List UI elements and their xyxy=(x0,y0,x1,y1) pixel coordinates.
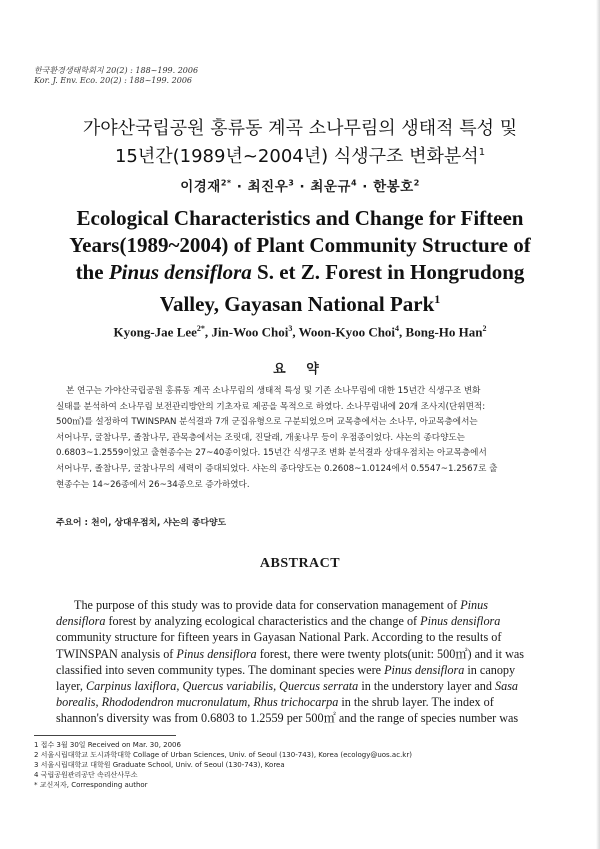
english-abstract-line xyxy=(56,597,546,613)
korean-abstract-line: 본 연구는 가야산국립공원 홍류동 계곡 소나무림의 생태적 특성 및 기존 소나무림에 대한 15년간 식생구조 변화 xyxy=(66,386,481,396)
footnote: 2 서울시립대학교 도시과학대학 Collage of Urban Sciences, Univ. of Seoul (130-743), Korea (ecology@uos.ac.kr) xyxy=(34,751,412,759)
author-separator: · xyxy=(294,179,311,195)
abstract-text: shannon's diversity was from 0.6803 to 1.2559 per 500㎡ and the range of species number was xyxy=(56,711,519,726)
journal-citation-korean: 한국환경생태학회지 20(2) : 188~199. 2006 xyxy=(34,66,199,75)
english-author-1-affiliation: 2* xyxy=(196,324,205,333)
english-author-2-affiliation: 3 xyxy=(288,324,293,333)
korean-abstract-line: 현종수는 14~26종에서 26~34종으로 증가하였다. xyxy=(56,479,250,490)
english-abstract-line xyxy=(56,629,546,645)
korean-title-line-2-text: 15년간(1989년~2004년) 식생구조 변화분석 xyxy=(114,146,479,167)
korean-keywords: 주요어 : 천이, 상대우점치, 샤논의 종다양도 xyxy=(56,518,226,528)
english-title-line-2: Years(1989~2004) of Plant Community Structure of xyxy=(69,233,531,257)
abstract-text: community structure for fifteen years in Gayasan National Park. According to the results of xyxy=(56,630,502,645)
author-separator: , xyxy=(204,324,212,340)
korean-author-2: 최진우 xyxy=(247,179,289,195)
korean-author-3: 최운규 xyxy=(310,179,351,195)
abstract-text: in canopy xyxy=(464,662,516,677)
abstract-text: classified into seven community types. The dominant species were xyxy=(56,662,385,677)
journal-citation-english: Kor. J. Env. Eco. 20(2) : 188~199. 2006 xyxy=(34,76,192,85)
author-separator: , xyxy=(292,324,299,340)
english-title-line-3 xyxy=(0,259,600,286)
journal-citation xyxy=(34,66,198,86)
footnote: 3 서울시립대학교 대학원 Graduate School, Univ. of Seoul (130-743), Korea xyxy=(34,761,285,769)
english-title-line-1: Ecological Characteristics and Change for Fifteen xyxy=(76,206,524,230)
korean-author-2-affiliation: 3 xyxy=(288,178,295,188)
footnote: 1 접수 3월 30일 Received on Mar. 30, 2006 xyxy=(34,741,181,749)
korean-author-list xyxy=(0,175,600,195)
korean-author-1: 이경재 xyxy=(180,179,221,195)
abstract-text: The purpose of this study was to provide data for conservation management of xyxy=(74,598,461,612)
english-abstract-line xyxy=(56,613,546,629)
species-name: Pinus densiflora xyxy=(108,260,252,284)
author-separator: · xyxy=(357,179,374,195)
abstract-heading: ABSTRACT xyxy=(259,556,341,571)
english-title xyxy=(0,205,600,318)
korean-title-line-2 xyxy=(0,141,600,169)
korean-author-4-affiliation: 2 xyxy=(413,178,420,188)
english-abstract-line xyxy=(56,678,546,694)
abstract-text: in the shrub layer. The index of xyxy=(338,695,494,710)
korean-abstract-line: 0.6803~1.2559이었고 출현종수는 27~40종이었다. 15년간 식생구조 변화 분석결과 상대우점치는 아교목층에서 xyxy=(56,448,487,459)
abstract-text: layer, xyxy=(56,679,86,694)
english-title-line-4-text: Valley, Gayasan National Park xyxy=(159,292,435,316)
english-abstract-line xyxy=(56,694,546,710)
species-name: borealis, Rhododendron mucronulatum, Rhus trichocarpa xyxy=(56,695,339,710)
abstract-text: in the understory layer and xyxy=(358,679,495,694)
korean-author-4: 한봉호 xyxy=(373,179,414,195)
english-title-line-4 xyxy=(0,286,600,318)
species-name: Pinus densiflora xyxy=(176,646,257,661)
korean-title-footnote-mark: 1 xyxy=(478,147,486,158)
footnote: * 교신저자, Corresponding author xyxy=(34,781,148,789)
abstract-text: TWINSPAN analysis of xyxy=(56,646,177,661)
footnote-divider xyxy=(34,735,176,736)
species-name: Pinus densiflora xyxy=(384,662,465,677)
species-name: Pinus densiflora xyxy=(420,614,501,629)
english-title-line-3-pre: the xyxy=(75,260,109,284)
english-author-4-affiliation: 2 xyxy=(482,324,487,333)
footnote: 4 국립공원관리공단 속리산사무소 xyxy=(34,771,138,779)
korean-abstract xyxy=(56,384,546,493)
scan-edge-shadow xyxy=(596,0,600,849)
korean-abstract-line: 서어나무, 굴참나무, 졸참나무, 관목층에서는 조릿대, 진달래, 개옻나무 등이 우점종이었다. 샤논의 종다양도는 xyxy=(56,432,465,443)
korean-abstract-heading: 요 약 xyxy=(273,362,327,377)
species-name: Pinus xyxy=(460,598,488,612)
english-title-line-3-post: S. et Z. Forest in Hongrudong xyxy=(251,260,525,284)
korean-title xyxy=(0,117,600,169)
english-abstract-line xyxy=(56,662,546,678)
english-abstract-line xyxy=(56,646,546,662)
author-separator: , xyxy=(399,324,406,340)
korean-abstract-line: 실태를 분석하여 소나무림 보전관리방안의 기초자료 제공을 목적으로 하였다. 소나무림내에 20개 조사지(단위면적: xyxy=(56,401,486,412)
english-author-4: Bong-Ho Han xyxy=(405,324,483,340)
english-abstract xyxy=(56,597,546,727)
english-author-3-affiliation: 4 xyxy=(395,324,400,333)
abstract-text: forest by analyzing ecological characteristics and the change of xyxy=(105,614,421,629)
korean-author-3-affiliation: 4 xyxy=(350,178,358,188)
korean-abstract-line: 500㎡)를 설정하여 TWINSPAN 분석결과 7개 군집유형으로 구분되었으며 교목층에서는 소나무, 아교목층에서는 xyxy=(56,417,478,428)
english-author-3: Woon-Kyoo Choi xyxy=(298,324,396,340)
english-author-list xyxy=(0,324,600,340)
english-abstract-line xyxy=(56,710,546,726)
korean-abstract-line: 서어나무, 졸참나무, 굴참나무의 세력이 증대되었다. 샤논의 종다양도는 0.2608~1.0124에서 0.5547~1.2567로 출 xyxy=(56,463,498,474)
english-title-footnote-mark: 1 xyxy=(434,292,441,306)
korean-title-line-1: 가야산국립공원 홍류동 계곡 소나무림의 생태적 특성 및 xyxy=(82,118,518,139)
author-separator: · xyxy=(231,179,248,195)
footnotes xyxy=(34,740,412,790)
species-name: Sasa xyxy=(495,679,519,694)
english-author-2: Jin-Woo Choi xyxy=(211,324,289,340)
english-author-1: Kyong-Jae Lee xyxy=(113,324,197,340)
korean-author-1-affiliation: 2* xyxy=(220,178,232,188)
species-name: densiflora xyxy=(56,614,106,629)
abstract-text: forest, there were twenty plots(unit: 500㎡) and it was xyxy=(256,646,525,661)
species-name: Carpinus laxiflora, Quercus variabilis, Quercus serrata xyxy=(85,679,359,694)
